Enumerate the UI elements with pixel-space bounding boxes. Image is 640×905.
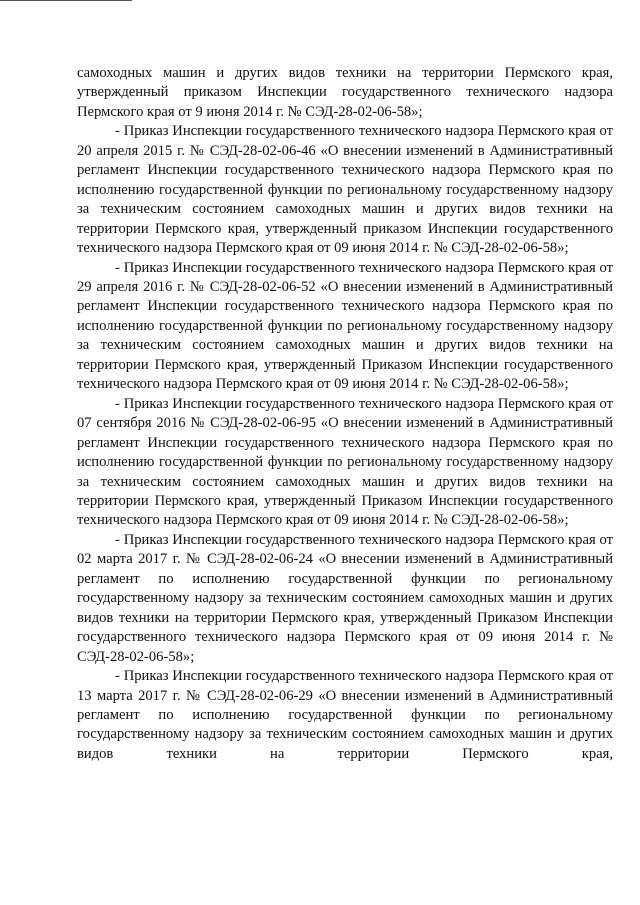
paragraph-order-2017-03-02: - Приказ Инспекции государственного технического надзора Пермского края от 02 марта 2017 г. № СЭД-28-02-06-24 «О внесении изменений в Административный регламент по исполнению государственной функции по региональному государственному надзору за техническим состоянием самоходных машин и других видов техники на территории Пермского края, утвержденный Приказом Инспекции государственного технического надзора Пермского края от 09 июня 2014 г. № СЭД-28-02-06-58»; [77,531,613,665]
paragraph-continuation: самоходных машин и других видов техники на территории Пермского края, утвержденный приказом Инспекции государственного технического надзора Пермского края от 9 июня 2014 г. № СЭД-28-02-06-58»; [77,65,613,120]
paragraph-order-2016-04-29: - Приказ Инспекции государственного технического надзора Пермского края от 29 апреля 2016 г. № СЭД-28-02-06-52 «О внесении изменений в Административный регламент Инспекции государственного технического надзора Пермского края по исполнению государственной функции по региональному государственному надзору за техническим состоянием самоходных машин и других видов техники на территории Пермского края, утвержденный Приказом Инспекции государственного технического надзора Пермского края от 09 июня 2014 г. № СЭД-28-02-06-58»; [77,259,613,393]
paragraph-order-2017-03-13: - Приказ Инспекции государственного технического надзора Пермского края от 13 марта 2017 г. № СЭД-28-02-06-29 «О внесении изменений в Административный регламент по исполнению государственной функции по региональному государственному надзору за техническим состоянием самоходных машин и других видов техники на территории Пермского края, [77,668,613,762]
top-rule [0,0,132,1]
paragraph-order-2016-09-07: - Приказ Инспекции государственного технического надзора Пермского края от 07 сентября 2016 № СЭД-28-02-06-95 «О внесении изменений в Административный регламент Инспекции государственного технического надзора Пермского края по исполнению государственной функции по региональному государственному надзору за техническим состоянием самоходных машин и других видов техники на территории Пермского края, утвержденный Приказом Инспекции государственного технического надзора Пермского края от 09 июня 2014 г. № СЭД-28-02-06-58»; [77,395,613,529]
document-body [77,64,613,764]
paragraph-order-2015-04-20: - Приказ Инспекции государственного технического надзора Пермского края от 20 апреля 2015 г. № СЭД-28-02-06-46 «О внесении изменений в Административный регламент Инспекции государственного технического надзора Пермского края по исполнению государственной функции по региональному государственному надзору за техническим состоянием самоходных машин и других видов техники на территории Пермского края, утвержденный приказом Инспекции государственного технического надзора Пермского края от 09 июня 2014 г. № СЭД-28-02-06-58»; [77,123,613,257]
